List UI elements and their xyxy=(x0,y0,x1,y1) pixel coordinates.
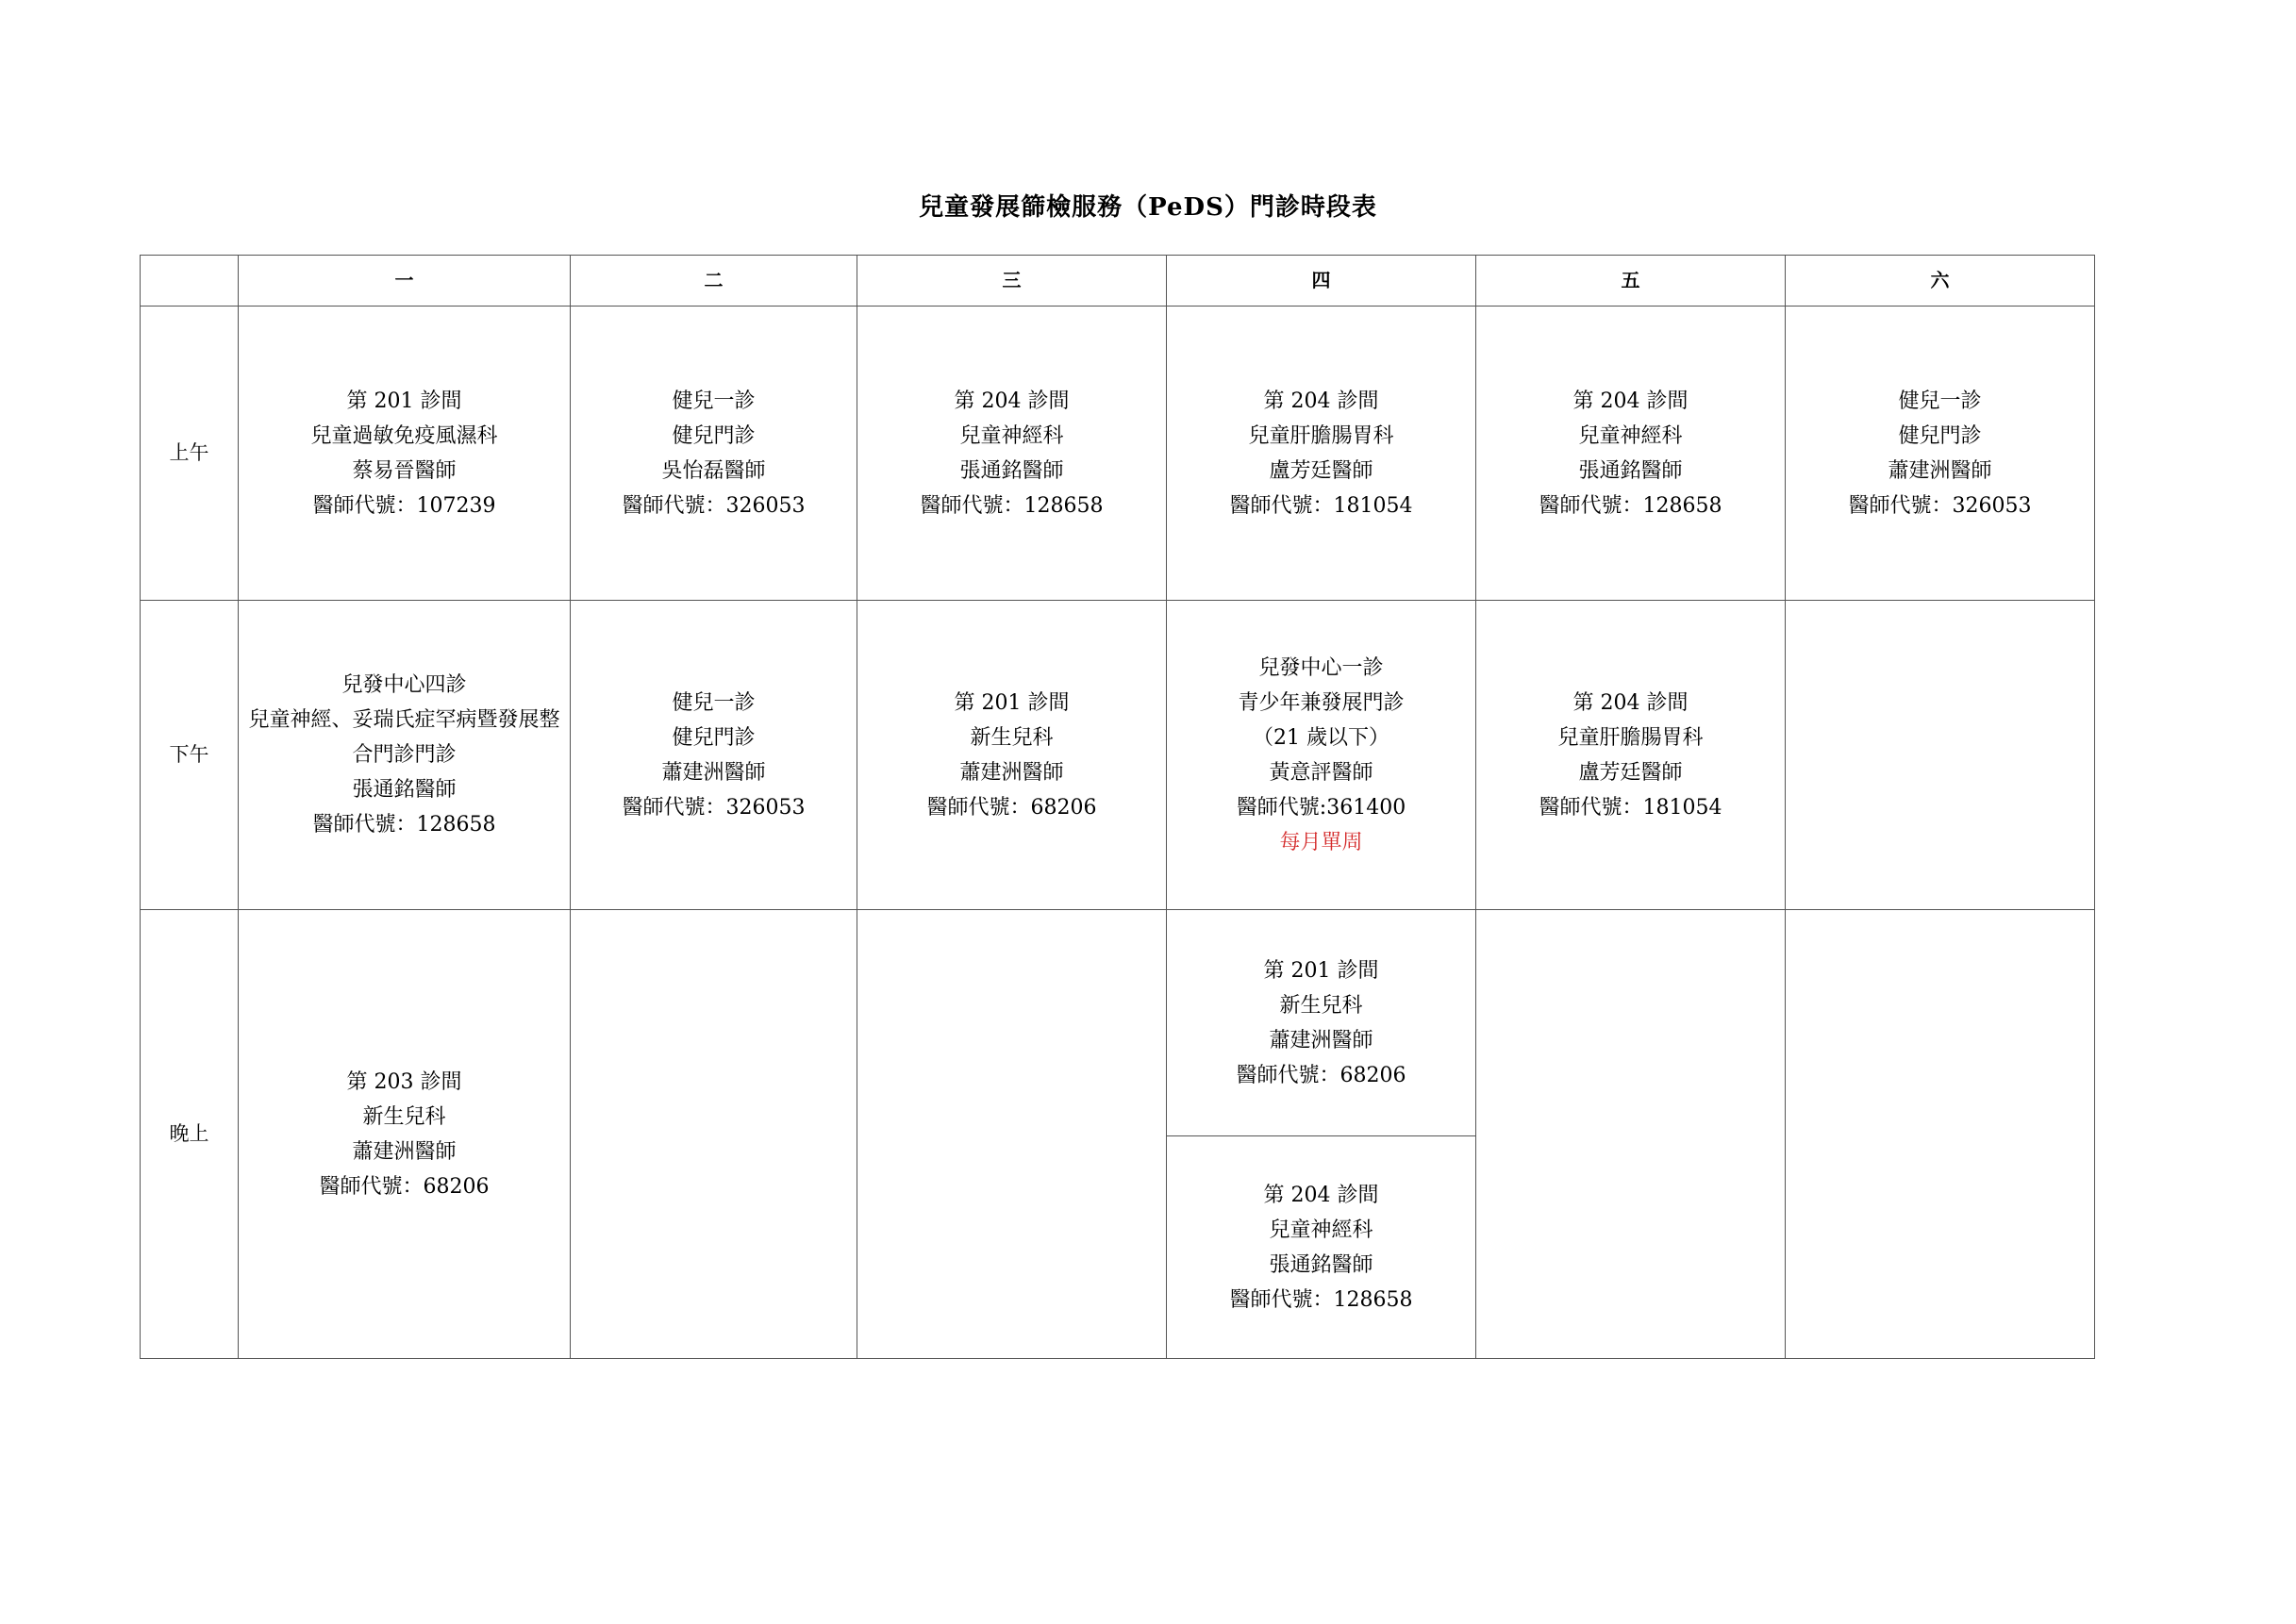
doctor-code-text: 醫師代號：68206 xyxy=(926,795,1097,820)
doctor-code-text: 醫師代號：107239 xyxy=(312,493,496,518)
department-text: 兒童神經、妥瑞氏症罕病暨發展整合門診門診 xyxy=(248,708,560,767)
doctor-text: 黃意評醫師 xyxy=(1269,760,1373,785)
doctor-code-text: 醫師代號：326053 xyxy=(622,795,806,820)
room-text: 健兒一診 xyxy=(672,690,756,715)
doctor-text: 蕭建洲醫師 xyxy=(352,1139,457,1164)
day-header-sat: 六 xyxy=(1786,256,2095,307)
room-text: 健兒一診 xyxy=(1898,389,1982,413)
period-label-morning: 上午 xyxy=(141,307,239,601)
doctor-code-text: 醫師代號：68206 xyxy=(319,1174,490,1199)
morning-row xyxy=(141,307,2095,601)
room-text: 兒發中心四診 xyxy=(341,673,467,697)
room-text: 第 204 診間 xyxy=(954,389,1070,413)
room-text: 第 204 診間 xyxy=(1572,690,1689,715)
room-text: 第 204 診間 xyxy=(1263,389,1379,413)
doctor-code-text: 醫師代號：326053 xyxy=(1848,493,2032,518)
room-text: 健兒一診 xyxy=(672,389,756,413)
doctor-text: 盧芳廷醫師 xyxy=(1578,760,1683,785)
schedule-cell-evening-tue xyxy=(571,910,857,1359)
room-text: 第 204 診間 xyxy=(1572,389,1689,413)
room-text: 兒發中心一診 xyxy=(1258,655,1384,680)
evening-row xyxy=(141,910,2095,1136)
room-text: 第 201 診間 xyxy=(1263,958,1379,983)
schedule-cell-evening-thu-second xyxy=(1167,1136,1476,1359)
afternoon-row xyxy=(141,601,2095,910)
room-text: 第 201 診間 xyxy=(954,690,1070,715)
department-text: 兒童肝膽腸胃科 xyxy=(1248,423,1394,448)
doctor-text: 蕭建洲醫師 xyxy=(1269,1028,1373,1052)
department-text: 健兒門診 xyxy=(672,725,756,750)
schedule-cell-morning-tue xyxy=(571,307,857,601)
schedule-cell-evening-wed xyxy=(857,910,1167,1359)
department-text: 兒童神經科 xyxy=(1269,1218,1373,1242)
period-label-evening: 晚上 xyxy=(141,910,239,1359)
schedule-cell-afternoon-fri xyxy=(1476,601,1786,910)
schedule-cell-evening-fri xyxy=(1476,910,1786,1359)
schedule-cell-afternoon-mon xyxy=(239,601,571,910)
day-header-thu: 四 xyxy=(1167,256,1476,307)
schedule-cell-evening-thu-first xyxy=(1167,910,1476,1136)
room-text: 第 204 診間 xyxy=(1263,1183,1379,1207)
schedule-cell-morning-sat xyxy=(1786,307,2095,601)
schedule-cell-morning-mon xyxy=(239,307,571,601)
department-text: 新生兒科 xyxy=(362,1104,446,1129)
room-text: 第 203 診間 xyxy=(346,1069,462,1094)
schedule-note: 每月單周 xyxy=(1279,830,1363,854)
department-text: 兒童神經科 xyxy=(1578,423,1683,448)
doctor-text: 盧芳廷醫師 xyxy=(1269,458,1373,483)
department-text: 兒童神經科 xyxy=(959,423,1064,448)
department-text: 兒童肝膽腸胃科 xyxy=(1557,725,1704,750)
schedule-cell-afternoon-wed xyxy=(857,601,1167,910)
doctor-code-text: 醫師代號：128658 xyxy=(920,493,1104,518)
doctor-text: 蔡易晉醫師 xyxy=(352,458,457,483)
department-text: 健兒門診 xyxy=(672,423,756,448)
schedule-cell-afternoon-thu xyxy=(1167,601,1476,910)
doctor-code-text: 醫師代號:361400 xyxy=(1236,795,1406,820)
doctor-code-text: 醫師代號：128658 xyxy=(1229,1287,1413,1312)
schedule-cell-morning-wed xyxy=(857,307,1167,601)
department-text: 新生兒科 xyxy=(1279,993,1363,1018)
department-text: 新生兒科 xyxy=(970,725,1054,750)
doctor-code-text: 醫師代號：128658 xyxy=(312,813,496,837)
doctor-code-text: 醫師代號：326053 xyxy=(622,493,806,518)
doctor-text: 吳怡磊醫師 xyxy=(661,458,766,483)
doctor-code-text: 醫師代號：68206 xyxy=(1236,1063,1406,1087)
doctor-text: 張通銘醫師 xyxy=(1578,458,1683,483)
doctor-text: 張通銘醫師 xyxy=(352,778,457,802)
day-header-tue: 二 xyxy=(571,256,857,307)
schedule-table xyxy=(140,255,2095,1359)
schedule-cell-morning-thu xyxy=(1167,307,1476,601)
page-title: 兒童發展篩檢服務（PeDS）門診時段表 xyxy=(919,193,1377,222)
schedule-cell-afternoon-sat xyxy=(1786,601,2095,910)
doctor-text: 蕭建洲醫師 xyxy=(661,760,766,785)
day-header-wed: 三 xyxy=(857,256,1167,307)
schedule-cell-afternoon-tue xyxy=(571,601,857,910)
doctor-text: 蕭建洲醫師 xyxy=(1888,458,1992,483)
day-header-mon: 一 xyxy=(239,256,571,307)
doctor-text: 張通銘醫師 xyxy=(1269,1252,1373,1277)
day-header-fri: 五 xyxy=(1476,256,1786,307)
doctor-text: 蕭建洲醫師 xyxy=(959,760,1064,785)
period-label-afternoon: 下午 xyxy=(141,601,239,910)
schedule-cell-morning-fri xyxy=(1476,307,1786,601)
doctor-code-text: 醫師代號：128658 xyxy=(1539,493,1722,518)
schedule-cell-evening-sat xyxy=(1786,910,2095,1359)
department-text: 兒童過敏免疫風濕科 xyxy=(310,423,498,448)
department-text: 健兒門診 xyxy=(1898,423,1982,448)
doctor-text: 張通銘醫師 xyxy=(959,458,1064,483)
doctor-code-text: 醫師代號：181054 xyxy=(1229,493,1413,518)
schedule-cell-evening-mon xyxy=(239,910,571,1359)
corner-cell xyxy=(141,256,239,307)
doctor-code-text: 醫師代號：181054 xyxy=(1539,795,1722,820)
department-text: 青少年兼發展門診 xyxy=(1238,690,1405,715)
room-text: 第 201 診間 xyxy=(346,389,462,413)
header-row xyxy=(141,256,2095,307)
age-limit-text: （21 歲以下） xyxy=(1253,725,1389,750)
